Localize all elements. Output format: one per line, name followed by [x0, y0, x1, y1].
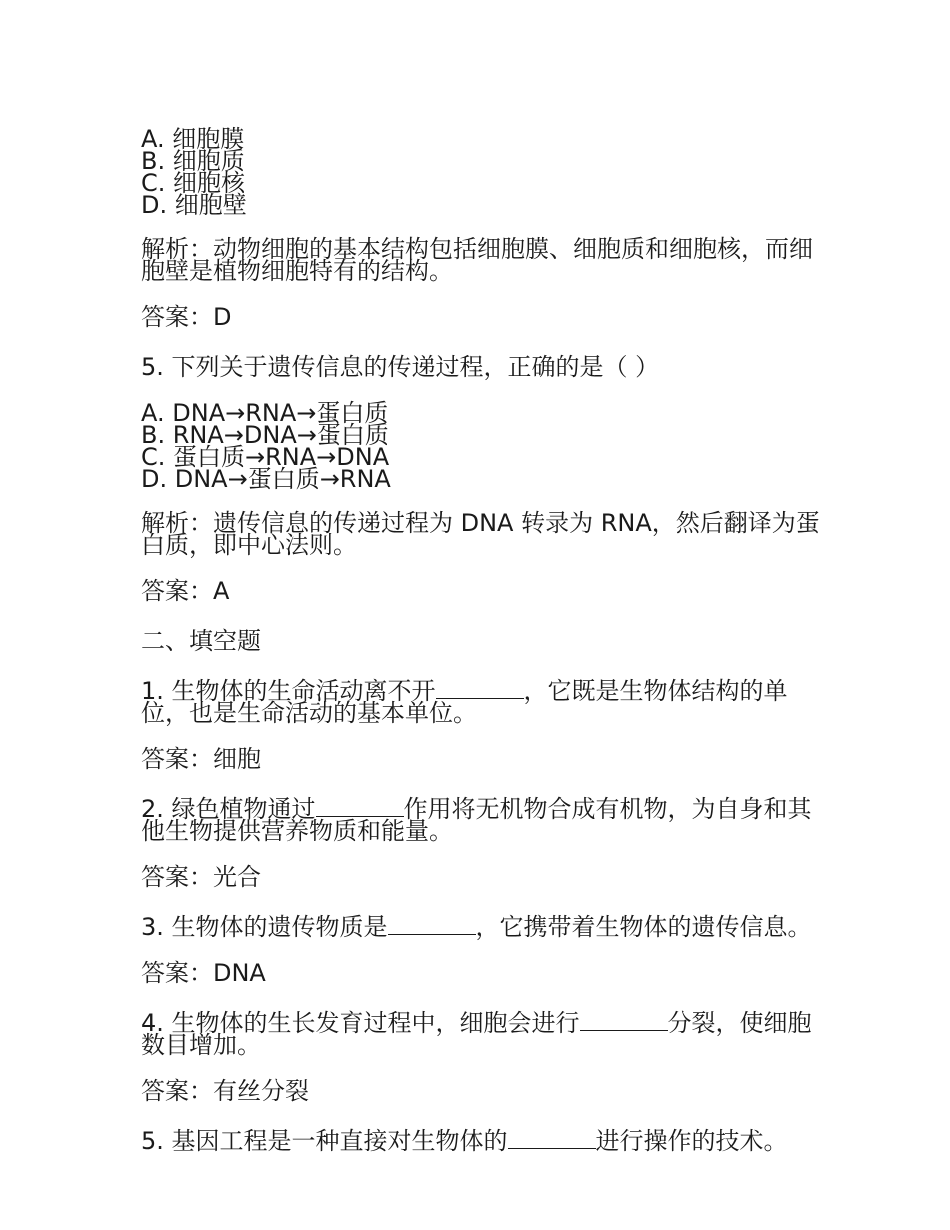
fill-blank-2 — [316, 794, 404, 817]
fill-question-1-text-before: 1. 生物体的生命活动离不开 — [141, 677, 436, 705]
fill-question-2-text-before: 2. 绿色植物通过 — [141, 795, 316, 823]
fill-question-4 — [141, 1008, 821, 1059]
q5-option-b: B. RNA→DNA→蛋白质 — [141, 421, 389, 449]
fill-question-1-text-after: ，它既是生物体结构的单位，也是生命活动的基本单位。 — [141, 677, 788, 727]
q4-analysis: 解析：动物细胞的基本结构包括细胞膜、细胞质和细胞核，而细胞壁是植物细胞特有的结构。 — [141, 235, 813, 285]
fill-question-3-text-before: 3. 生物体的遗传物质是 — [141, 913, 388, 941]
fill-question-5-text-before: 5. 基因工程是一种直接对生物体的 — [141, 1127, 508, 1155]
fill-blank-5 — [508, 1126, 596, 1149]
fill-question-4-text-after: 分裂，使细胞数目增加。 — [141, 1009, 812, 1059]
q4-answer: 答案：D — [141, 303, 232, 331]
fill-question-2 — [141, 794, 821, 845]
fill-question-1 — [141, 676, 821, 727]
q4-options — [141, 125, 821, 219]
fill-question-2-text-after: 作用将无机物合成有机物，为自身和其他生物提供营养物质和能量。 — [141, 795, 812, 845]
q4-option-a: A. 细胞膜 — [141, 125, 245, 153]
fill-answer-4: 答案：有丝分裂 — [141, 1077, 309, 1105]
fill-question-4-text-before: 4. 生物体的生长发育过程中，细胞会进行 — [141, 1009, 580, 1037]
fill-question-3 — [141, 912, 821, 941]
q4-option-c: C. 细胞核 — [141, 169, 246, 197]
q4-option-d: D. 细胞壁 — [141, 191, 247, 219]
fill-answer-1: 答案：细胞 — [141, 745, 261, 773]
q5-option-d: D. DNA→蛋白质→RNA — [141, 465, 391, 493]
q5-answer: 答案：A — [141, 577, 230, 605]
fill-blank-1 — [436, 676, 524, 699]
q4-option-b: B. 细胞质 — [141, 147, 245, 175]
fill-question-5 — [141, 1126, 821, 1155]
q5-question: 5. 下列关于遗传信息的传递过程，正确的是（ ） — [141, 353, 660, 381]
q5-options — [141, 399, 821, 493]
fill-blank-3 — [388, 912, 476, 935]
fill-answer-3: 答案：DNA — [141, 959, 266, 987]
q5-option-c: C. 蛋白质→RNA→DNA — [141, 443, 390, 471]
q5-option-a: A. DNA→RNA→蛋白质 — [141, 399, 389, 427]
q5-analysis: 解析：遗传信息的传递过程为 DNA 转录为 RNA，然后翻译为蛋白质，即中心法则。 — [141, 509, 820, 559]
section-title: 二、填空题 — [141, 627, 261, 655]
fill-answer-2: 答案：光合 — [141, 863, 261, 891]
fill-question-5-text-after: 进行操作的技术。 — [595, 1127, 788, 1155]
fill-question-3-text-after: ，它携带着生物体的遗传信息。 — [475, 913, 812, 941]
document-page — [141, 125, 821, 1155]
fill-blank-4 — [580, 1008, 668, 1031]
